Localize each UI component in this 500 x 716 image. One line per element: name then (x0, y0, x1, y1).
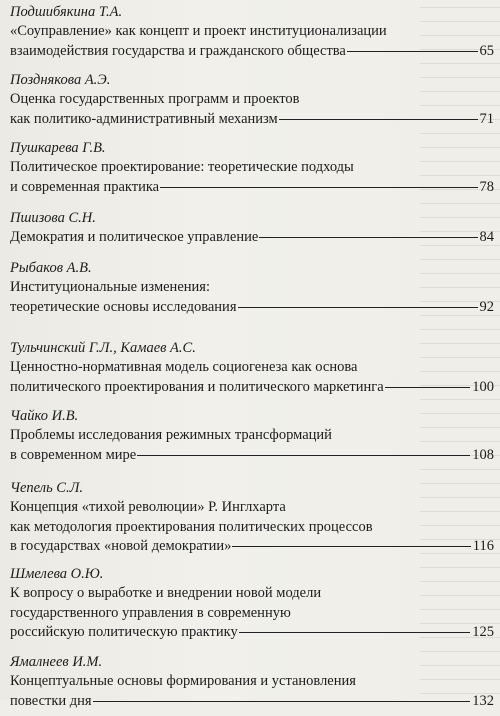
title-text: Институциональные изменения: (10, 279, 210, 295)
title-text: «Соуправление» как концепт и проект институционализации (10, 23, 387, 39)
table-of-contents (10, 0, 494, 716)
page-number: 116 (472, 538, 494, 554)
entry-author: Ямалнеев И.М. (10, 654, 103, 670)
title-text: взаимодействия государства и гражданского общества (10, 42, 346, 59)
entry-author: Чайко И.В. (10, 408, 79, 424)
title-line-last (10, 692, 494, 712)
leader-line (160, 187, 477, 188)
title-text: российскую политическую практику (10, 624, 238, 640)
title-line (10, 518, 494, 538)
title-line (10, 498, 494, 518)
page-number: 65 (479, 42, 494, 59)
leader-line (232, 546, 470, 547)
title-line (10, 90, 494, 110)
page-number: 132 (472, 692, 494, 709)
title-text: государственного управления в современную (10, 604, 291, 621)
title-line-last (10, 623, 494, 643)
page-number: 84 (479, 229, 494, 245)
title-text: теоретические основы исследования (10, 298, 237, 315)
toc-entry (10, 650, 494, 716)
title-line (10, 426, 494, 446)
entry-author: Чепель С.Л. (10, 480, 84, 496)
title-line-last (10, 228, 494, 248)
title-line-last (10, 446, 494, 466)
leader-line (279, 119, 478, 120)
toc-entry (10, 336, 494, 404)
entry-title (10, 228, 494, 248)
toc-entry (10, 476, 494, 562)
title-text: как политико-административный механизм (10, 110, 278, 127)
entry-title (10, 672, 494, 711)
entry-author: Пушкарева Г.В. (10, 140, 106, 156)
leader-line (347, 51, 478, 52)
title-text: в государствах «новой демократии» (10, 538, 232, 554)
leader-line (259, 237, 477, 238)
leader-line (93, 701, 471, 702)
entry-title (10, 22, 494, 61)
title-line (10, 672, 494, 692)
toc-entry (10, 404, 494, 476)
entry-author: Шмелева О.Ю. (10, 566, 104, 582)
page-number: 71 (479, 110, 494, 127)
title-line (10, 358, 494, 378)
title-line (10, 278, 494, 298)
entry-author: Рыбаков А.В. (10, 260, 92, 276)
title-line-last (10, 537, 494, 557)
title-line-last (10, 178, 494, 198)
page-number: 78 (479, 178, 494, 195)
leader-line (238, 307, 478, 308)
toc-entry (10, 0, 494, 68)
toc-entry (10, 206, 494, 256)
toc-entry (10, 68, 494, 136)
title-text: Политическое проектирование: теоретические подходы (10, 159, 354, 175)
entry-title (10, 90, 494, 129)
leader-line (385, 387, 471, 388)
title-text: К вопросу о выработке и внедрении новой модели (10, 585, 322, 601)
title-text: политического проектирования и политического маркетинга (10, 378, 384, 395)
entry-author: Позднякова А.Э. (10, 72, 111, 88)
page-number: 100 (472, 378, 494, 395)
entry-title (10, 584, 494, 643)
entry-author: Подшибякина Т.А. (10, 4, 123, 20)
entry-title (10, 358, 494, 397)
title-text: Демократия и политическое управление (10, 229, 259, 245)
toc-entry (10, 256, 494, 336)
leader-line (239, 632, 471, 633)
title-text: и современная практика (10, 178, 160, 195)
leader-line (137, 455, 470, 456)
title-line (10, 158, 494, 178)
title-text: Концепция «тихой революции» Р. Инглхарта (10, 499, 286, 515)
title-text: Концептуальные основы формирования и установления (10, 673, 356, 689)
title-line (10, 584, 494, 604)
entry-title (10, 158, 494, 197)
title-line (10, 22, 494, 42)
entry-author: Пшизова С.Н. (10, 210, 96, 226)
page-number: 125 (472, 624, 494, 640)
entry-title (10, 498, 494, 557)
page-number: 108 (472, 446, 494, 463)
title-text: как методология проектирования политических процессов (10, 518, 373, 535)
entry-title (10, 426, 494, 465)
entry-title (10, 278, 494, 317)
title-line-last (10, 378, 494, 398)
title-text: Оценка государственных программ и проектов (10, 91, 300, 107)
title-text: в современном мире (10, 446, 137, 463)
title-text: Ценностно-нормативная модель социогенеза как основа (10, 359, 358, 375)
title-line-last (10, 298, 494, 318)
title-text: Проблемы исследования режимных трансформаций (10, 427, 332, 443)
toc-entry (10, 136, 494, 206)
title-line-last (10, 110, 494, 130)
title-line-last (10, 42, 494, 62)
title-line (10, 604, 494, 624)
title-text: повестки дня (10, 692, 92, 709)
entry-author: Тульчинский Г.Л., Камаев А.С. (10, 340, 196, 356)
toc-entry (10, 562, 494, 650)
page-number: 92 (479, 298, 494, 315)
